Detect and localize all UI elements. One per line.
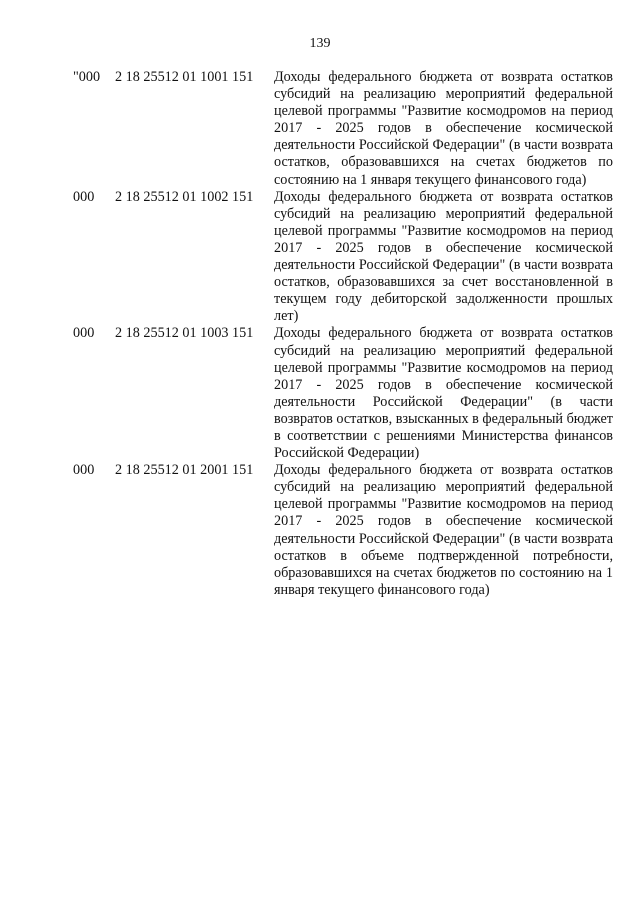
page-number: 139 (309, 36, 331, 51)
table-row (0, 325, 640, 462)
classification-code: 2 18 25512 01 1002 151 (115, 188, 254, 205)
admin-code: 000 (73, 325, 95, 342)
table-row (0, 189, 640, 326)
budget-code-table (0, 69, 640, 599)
classification-code: 2 18 25512 01 1001 151 (115, 69, 254, 85)
table-row (0, 69, 640, 189)
admin-code: 000 (73, 462, 95, 479)
admin-code: "000 (73, 69, 101, 85)
admin-code: 000 (73, 188, 95, 205)
table-row (0, 462, 640, 599)
income-description: Доходы федерального бюджета от возврата остатков субсидий на реализацию мероприятий федеральной целевой программы "Развитие космодромов на период 2017 - 2025 годов в обеспечение космической деятельности Российской Федерации" (в части возврата остатков в объеме подтвержденной потребности, образовавшихся на счетах бюджетов по состоянию на 1 января текущего финансового года) (274, 462, 613, 598)
income-description: Доходы федерального бюджета от возврата остатков субсидий на реализацию мероприятий федеральной целевой программы "Развитие космодромов на период 2017 - 2025 годов в обеспечение космической деятельности Российской Федерации" (в части возврата остатков, образовавшихся за счет восстановленной в текущем году дебиторской задолженности прошлых лет) (274, 188, 613, 325)
classification-code: 2 18 25512 01 1003 151 (115, 325, 254, 342)
income-description: Доходы федерального бюджета от возврата остатков субсидий на реализацию мероприятий федеральной целевой программы "Развитие космодромов на период 2017 - 2025 годов в обеспечение космической деятельности Российской Федерации" (в части возврата остатков, образовавшихся на счетах бюджетов по состоянию на 1 января текущего финансового года) (274, 69, 613, 188)
income-description: Доходы федерального бюджета от возврата остатков субсидий на реализацию мероприятий федеральной целевой программы "Развитие космодромов на период 2017 - 2025 годов в обеспечение космической деятельности Российской Федерации" (в части возвратов остатков, взысканных в федеральный бюджет в соответствии с решениями Министерства финансов Российской Федерации) (274, 325, 613, 462)
classification-code: 2 18 25512 01 2001 151 (115, 462, 254, 479)
